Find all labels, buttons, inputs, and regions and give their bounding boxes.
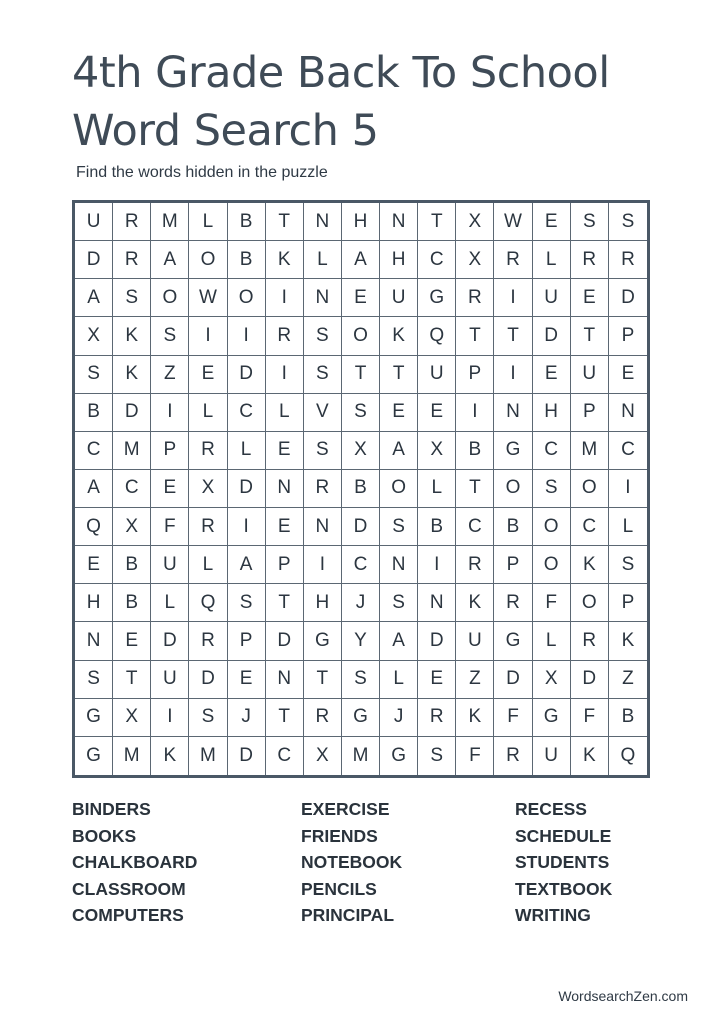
grid-cell[interactable]: A (151, 241, 189, 279)
grid-cell[interactable]: O (189, 241, 227, 279)
grid-cell[interactable]: F (494, 699, 532, 737)
grid-cell[interactable]: Q (620, 744, 636, 766)
grid-cell[interactable]: B (228, 203, 266, 241)
grid-cell[interactable]: S (75, 661, 113, 699)
word-item: STUDENTS (515, 852, 610, 872)
grid-cell[interactable]: L (189, 546, 227, 584)
grid-cell[interactable]: C (342, 546, 380, 584)
grid-cell[interactable]: M (342, 737, 380, 775)
title-line-1: 4th Grade Back To School (72, 48, 610, 98)
grid-cell[interactable]: Z (456, 661, 494, 699)
grid-cell[interactable]: B (113, 584, 151, 622)
grid-cell[interactable]: I (151, 394, 189, 432)
grid-cell[interactable]: R (189, 432, 227, 470)
grid-cell[interactable]: K (266, 241, 304, 279)
grid-cell[interactable]: X (75, 317, 113, 355)
grid-cell[interactable]: D (533, 317, 571, 355)
grid-cell[interactable]: M (113, 737, 151, 775)
grid-cell[interactable]: P (151, 432, 189, 470)
grid-cell[interactable]: F (456, 737, 494, 775)
grid-cell[interactable]: S (342, 661, 380, 699)
grid-cell[interactable]: U (151, 661, 189, 699)
grid-cell[interactable]: L (189, 394, 227, 432)
grid-cell[interactable]: K (113, 356, 151, 394)
grid-cell[interactable]: R (418, 699, 456, 737)
word-item: SCHEDULE (515, 825, 612, 846)
grid-cell[interactable]: N (494, 394, 532, 432)
grid-cell[interactable]: I (418, 546, 456, 584)
word-column-2 (301, 796, 402, 929)
grid-cell[interactable]: Z (609, 661, 647, 699)
grid-cell[interactable]: I (456, 394, 494, 432)
grid-cell[interactable]: K (151, 737, 189, 775)
grid-cell[interactable]: D (228, 470, 266, 508)
grid-cell[interactable]: A (75, 470, 113, 508)
grid-cell[interactable]: S (571, 203, 609, 241)
word-item: CLASSROOM (72, 878, 186, 899)
grid-cell[interactable]: S (113, 279, 151, 317)
grid-cell[interactable]: D (113, 394, 151, 432)
grid-cell[interactable]: O (494, 470, 532, 508)
grid-cell[interactable]: R (304, 699, 342, 737)
grid-cell[interactable]: I (151, 699, 189, 737)
grid-cell[interactable]: E (418, 394, 456, 432)
grid-cell[interactable]: M (113, 432, 151, 470)
grid-cell[interactable]: P (456, 356, 494, 394)
grid-cell[interactable]: I (228, 508, 266, 546)
grid-cell[interactable]: E (75, 546, 113, 584)
grid-cell[interactable]: I (266, 279, 304, 317)
grid-cell[interactable]: S (609, 203, 647, 241)
grid-cell[interactable]: L (418, 470, 456, 508)
grid-cell[interactable]: R (494, 584, 532, 622)
grid-cell[interactable]: W (189, 279, 227, 317)
grid-cell[interactable]: X (342, 432, 380, 470)
grid-cell[interactable]: T (571, 317, 609, 355)
grid-cell[interactable]: S (228, 584, 266, 622)
grid-cell[interactable]: L (189, 203, 227, 241)
grid-cell[interactable]: E (571, 279, 609, 317)
grid-cell[interactable]: D (151, 622, 189, 660)
grid-cell[interactable]: F (533, 584, 571, 622)
grid-cell[interactable]: T (266, 203, 304, 241)
grid-cell[interactable]: B (494, 508, 532, 546)
grid-cell[interactable]: P (494, 546, 532, 584)
grid-cell[interactable]: R (113, 241, 151, 279)
grid-cell[interactable]: N (266, 661, 304, 699)
grid-cell[interactable]: P (609, 317, 647, 355)
grid-cell[interactable]: D (228, 356, 266, 394)
grid-cell[interactable]: E (418, 661, 456, 699)
grid-cell[interactable]: J (342, 584, 380, 622)
grid-cell[interactable]: V (304, 394, 342, 432)
grid-cell[interactable]: S (418, 737, 456, 775)
grid-cell[interactable]: I (189, 317, 227, 355)
grid-cell[interactable]: U (456, 622, 494, 660)
grid-cell[interactable]: C (533, 432, 571, 470)
grid-cell[interactable]: R (494, 737, 532, 775)
grid-cell[interactable]: S (380, 584, 418, 622)
grid-cell[interactable]: R (266, 317, 304, 355)
grid-cell[interactable]: O (380, 470, 418, 508)
grid-cell[interactable]: Y (342, 622, 380, 660)
grid-cell[interactable]: C (418, 241, 456, 279)
grid-cell[interactable]: I (304, 546, 342, 584)
grid-cell[interactable]: L (266, 394, 304, 432)
word-item: TEXTBOOK (515, 878, 613, 899)
grid-cell[interactable]: U (75, 203, 113, 241)
word-item: BOOKS (72, 825, 137, 846)
grid-cell[interactable]: B (113, 546, 151, 584)
page-title (72, 44, 692, 160)
grid-cell[interactable]: M (571, 432, 609, 470)
grid-cell[interactable]: E (189, 356, 227, 394)
grid-cell[interactable]: L (609, 508, 647, 546)
grid-cell[interactable]: X (113, 508, 151, 546)
grid-cell[interactable]: O (533, 508, 571, 546)
grid-cell[interactable]: E (151, 470, 189, 508)
grid-cell[interactable]: H (380, 241, 418, 279)
grid-cell[interactable]: R (189, 508, 227, 546)
grid-cell[interactable]: R (304, 470, 342, 508)
grid-cell[interactable]: D (609, 279, 647, 317)
grid-cell[interactable]: K (571, 546, 609, 584)
grid-cell[interactable]: I (609, 470, 647, 508)
grid-cell[interactable]: P (228, 622, 266, 660)
grid-cell[interactable]: E (609, 356, 647, 394)
site-footer-link[interactable]: WordsearchZen.com (558, 988, 688, 1004)
word-item: BINDERS (72, 799, 151, 819)
grid-cell[interactable]: S (533, 470, 571, 508)
title-line-2: Word Search 5 (72, 106, 379, 156)
grid-cell[interactable]: N (380, 546, 418, 584)
grid-cell[interactable]: O (342, 317, 380, 355)
grid-cell[interactable]: R (189, 622, 227, 660)
grid-cell[interactable]: I (228, 317, 266, 355)
grid-cell[interactable]: B (609, 699, 647, 737)
grid-cell[interactable]: E (533, 356, 571, 394)
grid-cell[interactable]: L (304, 241, 342, 279)
grid-cell[interactable]: Q (418, 317, 456, 355)
word-item: FRIENDS (301, 825, 378, 846)
grid-cell[interactable]: I (494, 356, 532, 394)
grid-cell[interactable]: T (113, 661, 151, 699)
word-item: PRINCIPAL (301, 905, 395, 925)
grid-cell[interactable]: X (456, 241, 494, 279)
grid-cell[interactable]: D (266, 622, 304, 660)
grid-cell[interactable]: T (342, 356, 380, 394)
grid-cell[interactable]: C (456, 508, 494, 546)
grid-cell[interactable]: E (533, 203, 571, 241)
grid-cell[interactable]: K (380, 317, 418, 355)
grid-cell[interactable]: Q (189, 584, 227, 622)
word-item: EXERCISE (301, 799, 390, 819)
grid-cell[interactable]: K (456, 699, 494, 737)
grid-cell[interactable]: X (456, 203, 494, 241)
grid-cell[interactable]: S (151, 317, 189, 355)
grid-cell[interactable]: C (266, 737, 304, 775)
grid-cell[interactable]: A (75, 279, 113, 317)
grid-cell[interactable]: U (571, 356, 609, 394)
grid-cell[interactable]: D (571, 661, 609, 699)
grid-cell[interactable]: D (418, 622, 456, 660)
grid-cell[interactable]: H (342, 203, 380, 241)
grid-cell[interactable]: I (494, 279, 532, 317)
grid-cell[interactable]: R (113, 203, 151, 241)
word-search-grid (72, 200, 650, 778)
grid-cell[interactable]: S (342, 394, 380, 432)
grid-cell[interactable]: C (228, 394, 266, 432)
grid-cell[interactable]: B (456, 432, 494, 470)
grid-cell[interactable]: R (571, 622, 609, 660)
grid-cell[interactable]: K (456, 584, 494, 622)
grid-cell[interactable]: O (228, 279, 266, 317)
grid-cell[interactable]: C (75, 432, 113, 470)
grid-cell[interactable]: Q (75, 508, 113, 546)
grid-cell[interactable]: A (380, 432, 418, 470)
grid-cell[interactable]: L (380, 661, 418, 699)
grid-cell[interactable]: M (189, 737, 227, 775)
grid-cell[interactable]: N (304, 203, 342, 241)
grid-cell[interactable]: J (380, 699, 418, 737)
grid-cell[interactable]: G (494, 432, 532, 470)
grid-cell[interactable]: O (151, 279, 189, 317)
grid-cell[interactable]: D (75, 241, 113, 279)
grid-cell[interactable]: G (342, 699, 380, 737)
grid-cell[interactable]: K (609, 622, 647, 660)
grid-cell[interactable]: E (228, 661, 266, 699)
subtitle: Find the words hidden in the puzzle (76, 164, 328, 181)
grid-cell[interactable]: G (75, 737, 113, 775)
grid-cell[interactable]: G (75, 699, 113, 737)
grid-cell[interactable]: X (533, 661, 571, 699)
grid-cell[interactable]: E (342, 279, 380, 317)
word-item: CHALKBOARD (72, 852, 198, 872)
grid-cell[interactable]: L (533, 622, 571, 660)
grid-cell[interactable]: R (456, 546, 494, 584)
grid-cell[interactable]: X (113, 699, 151, 737)
grid-cell[interactable]: S (609, 546, 647, 584)
grid-cell[interactable]: R (609, 241, 647, 279)
grid-cell[interactable]: O (571, 584, 609, 622)
grid-cell[interactable]: I (266, 356, 304, 394)
grid-cell[interactable]: T (456, 470, 494, 508)
grid-cell[interactable]: T (418, 203, 456, 241)
grid-cell[interactable]: S (75, 356, 113, 394)
grid-cell[interactable]: B (418, 508, 456, 546)
grid-cell[interactable]: S (304, 317, 342, 355)
grid-cell[interactable]: J (228, 699, 266, 737)
word-list (0, 796, 724, 936)
grid-cell[interactable]: R (494, 241, 532, 279)
grid-cell[interactable]: G (418, 279, 456, 317)
grid-cell[interactable]: T (266, 699, 304, 737)
grid-cell[interactable]: R (456, 279, 494, 317)
grid-cell[interactable]: L (151, 584, 189, 622)
grid-cell[interactable]: U (418, 356, 456, 394)
grid-cell[interactable]: H (533, 394, 571, 432)
grid-cell[interactable]: M (151, 203, 189, 241)
grid-cell[interactable]: K (113, 317, 151, 355)
grid-cell[interactable]: H (304, 584, 342, 622)
grid-cell[interactable]: G (304, 622, 342, 660)
grid-cell[interactable]: B (342, 470, 380, 508)
grid-cell[interactable]: T (494, 317, 532, 355)
grid-cell[interactable]: N (75, 622, 113, 660)
word-item: NOTEBOOK (301, 852, 403, 872)
grid-cell[interactable]: C (571, 508, 609, 546)
grid-cell[interactable]: B (75, 394, 113, 432)
grid-cell[interactable]: S (304, 432, 342, 470)
word-item: PENCILS (301, 878, 377, 899)
grid-cell[interactable]: X (189, 470, 227, 508)
grid-cell[interactable]: N (609, 394, 647, 432)
grid-cell[interactable]: A (342, 241, 380, 279)
grid-cell[interactable]: E (380, 394, 418, 432)
grid-cell[interactable]: O (571, 470, 609, 508)
grid-cell[interactable]: T (266, 584, 304, 622)
grid-cell[interactable]: R (571, 241, 609, 279)
grid-cell[interactable]: W (494, 203, 532, 241)
grid-cell[interactable]: D (189, 661, 227, 699)
grid-cell[interactable]: E (113, 622, 151, 660)
grid-cell[interactable]: K (571, 737, 609, 775)
word-item: WRITING (515, 905, 591, 925)
grid-cell[interactable]: S (189, 699, 227, 737)
grid-cell[interactable]: X (304, 737, 342, 775)
word-item: COMPUTERS (72, 905, 184, 925)
grid-cell[interactable]: F (571, 699, 609, 737)
grid-cell[interactable]: P (609, 584, 647, 622)
grid-cell[interactable]: P (571, 394, 609, 432)
grid-cell[interactable]: D (342, 508, 380, 546)
grid-cell[interactable]: D (228, 737, 266, 775)
word-column-3 (515, 796, 612, 929)
grid-cell[interactable]: G (380, 737, 418, 775)
grid-cell[interactable]: G (533, 699, 571, 737)
grid-cell[interactable]: Z (151, 356, 189, 394)
grid-cell[interactable]: P (266, 546, 304, 584)
grid-cell[interactable]: S (380, 508, 418, 546)
grid-cell[interactable]: L (228, 432, 266, 470)
grid-cell[interactable]: N (304, 508, 342, 546)
grid-cell[interactable]: N (380, 203, 418, 241)
grid-cell[interactable]: C (609, 432, 647, 470)
grid-cell[interactable]: G (494, 622, 532, 660)
grid-cell[interactable]: D (494, 661, 532, 699)
grid-cell[interactable]: U (380, 279, 418, 317)
word-item: RECESS (515, 799, 587, 819)
grid-cell[interactable]: L (533, 241, 571, 279)
grid-cell[interactable]: N (304, 279, 342, 317)
grid-cell[interactable]: A (228, 546, 266, 584)
grid-cell[interactable]: E (266, 508, 304, 546)
grid-cell[interactable]: T (456, 317, 494, 355)
grid-cell[interactable]: N (418, 584, 456, 622)
grid-cell[interactable]: B (228, 241, 266, 279)
grid-cell[interactable]: O (533, 546, 571, 584)
grid-cell[interactable]: U (533, 279, 571, 317)
grid-cell[interactable]: E (266, 432, 304, 470)
grid-cell[interactable]: U (533, 737, 571, 775)
grid-cell[interactable]: C (113, 470, 151, 508)
grid-cell[interactable]: S (304, 356, 342, 394)
word-column-1 (72, 796, 197, 929)
grid-cell[interactable]: F (151, 508, 189, 546)
grid-cell[interactable]: T (304, 661, 342, 699)
grid-cell[interactable]: T (380, 356, 418, 394)
grid-cell[interactable]: U (151, 546, 189, 584)
grid-cell[interactable]: N (266, 470, 304, 508)
grid-cell[interactable]: X (418, 432, 456, 470)
grid-cell[interactable]: H (75, 584, 113, 622)
grid-cell[interactable]: A (380, 622, 418, 660)
